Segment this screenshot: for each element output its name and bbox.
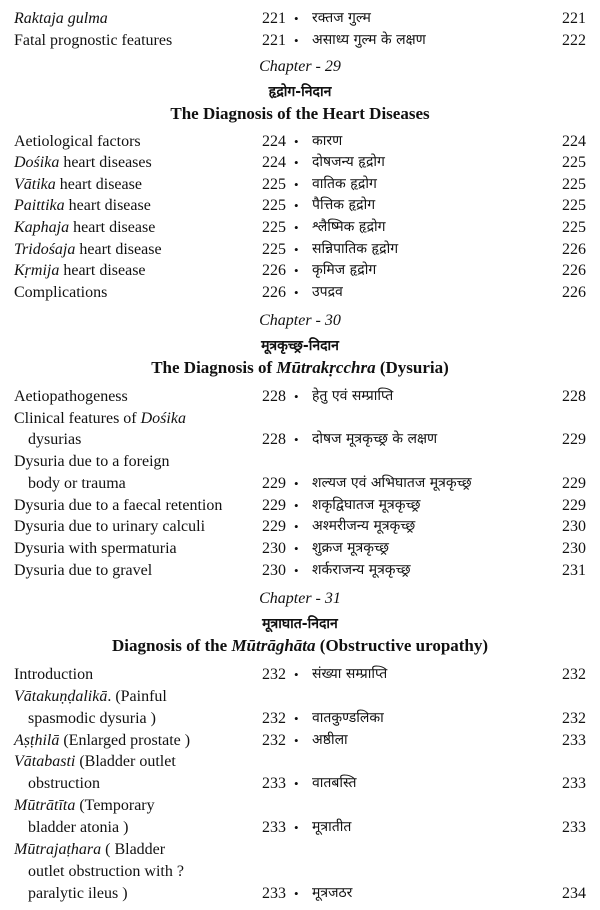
hindi-page-number: 222	[562, 32, 586, 49]
hindi-entry: असाध्य गुल्म के लक्षण	[312, 32, 426, 48]
bullet-icon: •	[294, 155, 299, 170]
bullet-icon: •	[294, 432, 299, 447]
bullet-icon: •	[294, 263, 299, 278]
bullet-icon: •	[294, 177, 299, 192]
bullet-icon: •	[294, 134, 299, 149]
chapter-title: Diagnosis of the Mūtrāghāta (Obstructive uropathy)	[111, 636, 489, 655]
bullet-icon: •	[294, 33, 299, 48]
hindi-page-number: 221	[562, 10, 586, 27]
bullet-icon: •	[294, 519, 299, 534]
bullet-icon: •	[294, 733, 299, 748]
chapter-title: The Diagnosis of Mūtrakṛcchra (Dysuria)	[151, 358, 449, 377]
bullet-icon: •	[294, 667, 299, 682]
bullet-icon: •	[294, 563, 299, 578]
bullet-icon: •	[294, 711, 299, 726]
bullet-icon: •	[294, 886, 299, 901]
bullet-icon: •	[294, 820, 299, 835]
bullet-icon: •	[294, 476, 299, 491]
bullet-icon: •	[294, 285, 299, 300]
english-page-number: 221	[262, 10, 286, 27]
chapter-title: The Diagnosis of the Heart Diseases	[170, 104, 430, 123]
chapter-hindi-title: मूत्रकृच्छ्र-निदान	[261, 338, 339, 354]
bullet-icon: •	[294, 220, 299, 235]
chapter-label: Chapter - 31	[259, 590, 341, 607]
english-page-number: 221	[262, 32, 286, 49]
bullet-icon: •	[294, 389, 299, 404]
bullet-icon: •	[294, 541, 299, 556]
bullet-icon: •	[294, 242, 299, 257]
bullet-icon: •	[294, 776, 299, 791]
chapter-label: Chapter - 29	[259, 58, 341, 75]
chapter-hindi-title: हृद्रोग-निदान	[268, 84, 332, 100]
chapter-hindi-title: मूत्राघात-निदान	[262, 616, 338, 632]
bullet-icon: •	[294, 198, 299, 213]
toc-page: Raktaja gulma 221 • रक्तज गुल्म 221 Fatal prognostic features 221 • असाध्य गुल्म के लक्षण 222 Chapter - 29 हृद्रोग-निदान The Diagnosis of the Heart Diseases Aetiological factors 224 • कारण 224 Dośika heart diseases 224 • दोषजन्य हृद्रोग 225 Vātika heart disease 225 • वातिक हृद्रोग 225 Paittika heart disease 225 • पैत्तिक हृद्रोग 225 Kaphaja heart disease 225 • श्लैष्मिक हृद्रोग 225 Tridośaja heart disease 225 • सन्निपातिक हृद्रोग 226 Kṛmija heart disease 226 • कृमिज हृद्रोग 226 Complications 226 • उपद्रव 226 Chapter - 30 मूत्रकृच्छ्र-निदान The Diagnosis of Mūtrakṛcchra (Dysuria) Aetiopathogeness 228 • हेतु एवं सम्प्राप्ति 228 Clinical features of Dośika dysurias 228 • दोषज मूत्रकृच्छ्र के लक्षण 229 Dysuria due to a foreign body or trauma 229 • शल्यज एवं अभिघातज मूत्रकृच्छ्र 229 Dysuria due to a faecal retention 229 • शकृद्विघातज मूत्रकृच्छ्र 229 Dysuria due to urinary calculi 229 • अश्मरीजन्य मूत्रकृच्छ्र 230 Dysuria with spermaturia 230 • शुक्रज मूत्रकृच्छ्र 230 Dysuria due to gravel 230 • शर्कराजन्य मूत्रकृच्छ्र 231 Chapter - 31 मूत्राघात-निदान Diagnosis of the Mūtrāghāta (Obstructive uropathy) Introduction 232 • संख्या सम्प्राप्ति 232 Vātakuṇḍalikā. (Painful spasmodic dysuria ) 232 • वातकुण्डलिका 232 Aṣṭhilā (Enlarged prostate ) 232 • अष्ठीला 233 Vātabasti (Bladder outlet obstruction 233 • वातबस्ति 233 Mūtrātīta (Temporary bladder atonia ) 233 • मूत्रातीत 233 Mūtrajaṭhara ( Bladder outlet obstruction with ? paralytic ileus ) 233 • मूत्रजठर 234	[0, 0, 600, 910]
bullet-icon: •	[294, 11, 299, 26]
hindi-entry: रक्तज गुल्म	[312, 10, 371, 26]
bullet-icon: •	[294, 498, 299, 513]
chapter-label: Chapter - 30	[259, 312, 341, 329]
